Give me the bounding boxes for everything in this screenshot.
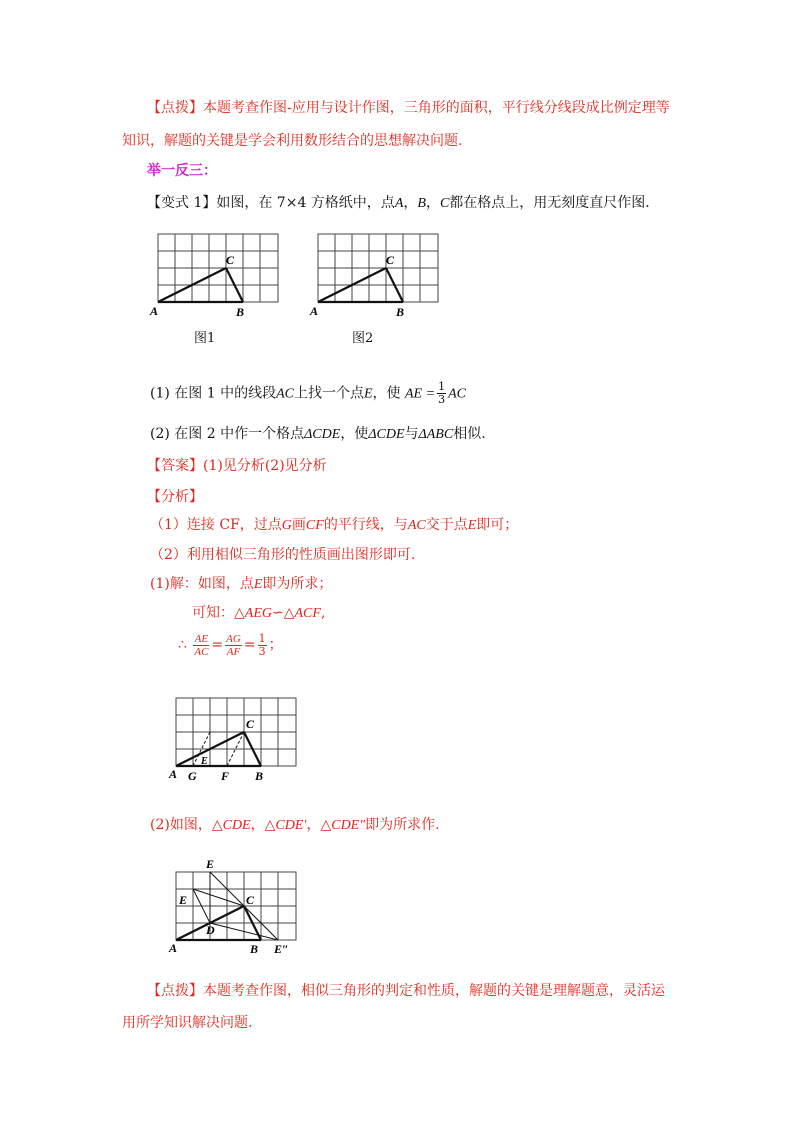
label-b: B bbox=[250, 942, 259, 956]
label-d: D bbox=[206, 923, 215, 937]
label-c: C bbox=[386, 253, 395, 267]
figure-1-caption: 图1 bbox=[194, 331, 216, 346]
analysis-label: 【分析】 bbox=[147, 489, 203, 505]
question-2: (2) 在图 2 中作一个格点ΔCDE，使ΔCDE与ΔABC相似. bbox=[150, 426, 486, 442]
bottom-tip-line-2: 用所学知识解决问题. bbox=[122, 1015, 253, 1031]
tip-label: 【点拨】 bbox=[147, 983, 203, 999]
bottom-tip-line-1: 【点拨】本题考查作图，相似三角形的判定和性质，解题的关键是理解题意，灵活运 bbox=[147, 983, 665, 999]
figure-4-grid bbox=[166, 856, 316, 956]
label-b: B bbox=[396, 305, 405, 319]
top-tip-line-1: 【点拨】本题考查作图-应用与设计作图，三角形的面积，平行线分线段成比例定理等 bbox=[147, 100, 670, 116]
figure-2-caption: 图2 bbox=[352, 331, 374, 346]
label-a: A bbox=[169, 941, 178, 955]
fraction-one-third: $\frac{1}{3}$ bbox=[438, 380, 446, 406]
label-a: A bbox=[169, 767, 178, 781]
figure-1-grid bbox=[150, 230, 290, 320]
answer-line: 【答案】(1)见分析(2)见分析 bbox=[147, 458, 327, 474]
label-c: C bbox=[246, 893, 255, 907]
label-e-double-prime: E″ bbox=[274, 942, 289, 956]
analysis-line-2: （2）利用相似三角形的性质画出图形即可. bbox=[150, 547, 416, 563]
label-b: B bbox=[255, 769, 264, 783]
label-e-top: E bbox=[206, 857, 215, 871]
label-c: C bbox=[246, 717, 255, 731]
label-g: G bbox=[188, 769, 197, 783]
solution-1-line-1: (1)解：如图，点E即为所求； bbox=[150, 576, 333, 592]
solution-1-ratio: ∴ $\frac{AE}{AC}$ = $\frac{AG}{AF}$ = $\frac{1}{3}$ ； bbox=[178, 631, 283, 658]
question-1: (1) 在图 1 中的线段AC上找一个点E，使 AE = $\frac{1}{3}$ AC bbox=[150, 380, 466, 406]
solution-1-line-2: 可知：△AEG∽△ACF, bbox=[192, 605, 326, 621]
label-a: A bbox=[310, 304, 319, 318]
label-c: C bbox=[226, 253, 235, 267]
tip-label: 【点拨】 bbox=[147, 100, 203, 116]
solution-2: (2)如图，△CDE，△CDE′，△CDE″即为所求作. bbox=[150, 817, 440, 833]
label-b: B bbox=[236, 305, 245, 319]
figure-2-grid bbox=[310, 230, 450, 320]
top-tip-line-2: 知识，解题的关键是学会利用数形结合的思想解决问题. bbox=[122, 133, 463, 149]
variant-statement: 【变式 1】如图，在 7×4 方格纸中，点A，B，C都在格点上，用无刻度直尺作图. bbox=[147, 195, 650, 211]
label-e: E bbox=[201, 756, 208, 767]
label-a: A bbox=[150, 304, 159, 318]
figure-3-grid bbox=[166, 694, 306, 784]
analysis-line-1: （1）连接 CF，过点G画CF的平行线，与AC交于点E即可； bbox=[150, 517, 519, 533]
label-f: F bbox=[221, 769, 230, 783]
section-heading: 举一反三： bbox=[147, 163, 217, 179]
label-e-left: E bbox=[179, 893, 188, 907]
